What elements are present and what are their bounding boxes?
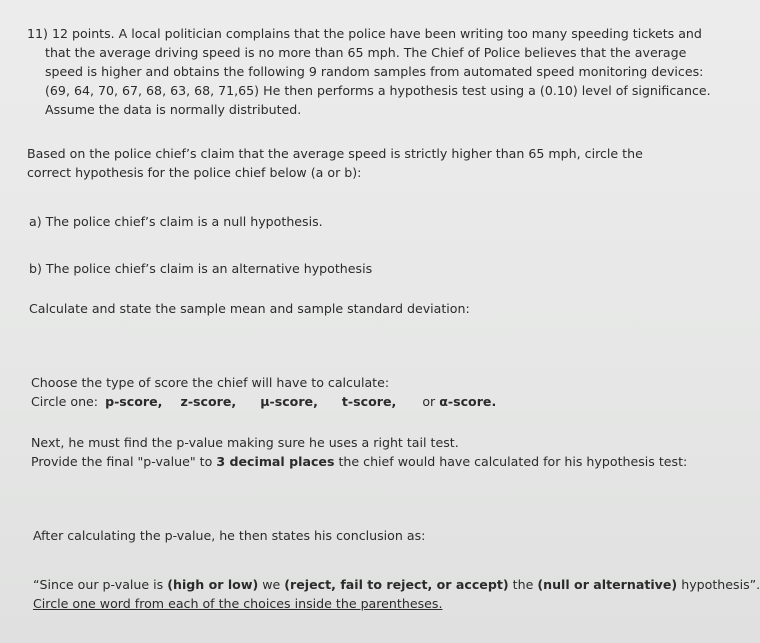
question-line-1 xyxy=(27,24,711,43)
option-b: b) The police chief’s claim is an alternative hypothesis xyxy=(29,261,373,276)
quote-part-3: the xyxy=(508,577,538,592)
conclusion-prompt: After calculating the p-value, he then states his conclusion as: xyxy=(33,528,426,543)
pvalue-line-2-post: the chief would have calculated for his hypothesis test: xyxy=(334,454,688,469)
claim-prompt-line-1: Based on the police chief’s claim that the average speed is strictly higher than 65 mph, circle the xyxy=(27,146,643,161)
claim-prompt xyxy=(27,144,643,182)
pvalue-decimal-places: 3 decimal places xyxy=(216,454,335,469)
quote-part-1: “Since our p-value is xyxy=(33,577,168,592)
choice-p-score: p-score, xyxy=(105,394,163,409)
pvalue-prompt-line-1: Next, he must find the p-value making sure he uses a right tail test. xyxy=(31,435,459,450)
mean-prompt: Calculate and state the sample mean and sample standard deviation: xyxy=(29,301,470,316)
option-a: a) The police chief’s claim is a null hypothesis. xyxy=(29,214,323,229)
conclusion-instruction: Circle one word from each of the choices inside the parentheses. xyxy=(33,596,443,611)
pvalue-line-2-pre: Provide the final "p-value" to xyxy=(31,454,217,469)
quote-choice-null-alt: (null or alternative) xyxy=(537,577,678,592)
question-line-5: Assume the data is normally distributed. xyxy=(45,102,302,117)
score-prompt-line-1: Choose the type of score the chief will have to calculate: xyxy=(31,375,390,390)
circle-one-label: Circle one: xyxy=(31,394,99,409)
quote-part-2: we xyxy=(258,577,285,592)
pvalue-prompt-line-2 xyxy=(31,452,687,471)
conclusion-quote xyxy=(33,575,760,613)
score-choices xyxy=(31,392,496,411)
question-line-3: speed is higher and obtains the following 9 random samples from automated speed monitoring devices: xyxy=(45,64,704,79)
question-text xyxy=(27,24,711,119)
claim-prompt-line-2: correct hypothesis for the police chief below (a or b): xyxy=(27,165,362,180)
question-line-1-text: 12 points. A local politician complains that the police have been writing too many speeding tickets and xyxy=(51,26,702,41)
choice-z-score: z-score, xyxy=(180,394,237,409)
conclusion-quote-line xyxy=(33,575,760,594)
choice-alpha-score: α-score. xyxy=(439,394,497,409)
choice-t-score: t-score, xyxy=(341,394,397,409)
question-line-2: that the average driving speed is no more than 65 mph. The Chief of Police believes that the average xyxy=(45,45,687,60)
quote-choice-reject: (reject, fail to reject, or accept) xyxy=(284,577,509,592)
choice-mu-score: μ-score, xyxy=(260,394,318,409)
question-line-4: (69, 64, 70, 67, 68, 63, 68, 71,65) He then performs a hypothesis test using a (0.10) level of significance. xyxy=(45,83,711,98)
pvalue-prompt xyxy=(31,433,687,471)
score-prompt xyxy=(31,373,496,411)
choice-or: or xyxy=(422,394,436,409)
quote-part-4: hypothesis”. xyxy=(677,577,760,592)
question-number: 11) xyxy=(27,26,48,41)
quote-choice-high-low: (high or low) xyxy=(167,577,259,592)
